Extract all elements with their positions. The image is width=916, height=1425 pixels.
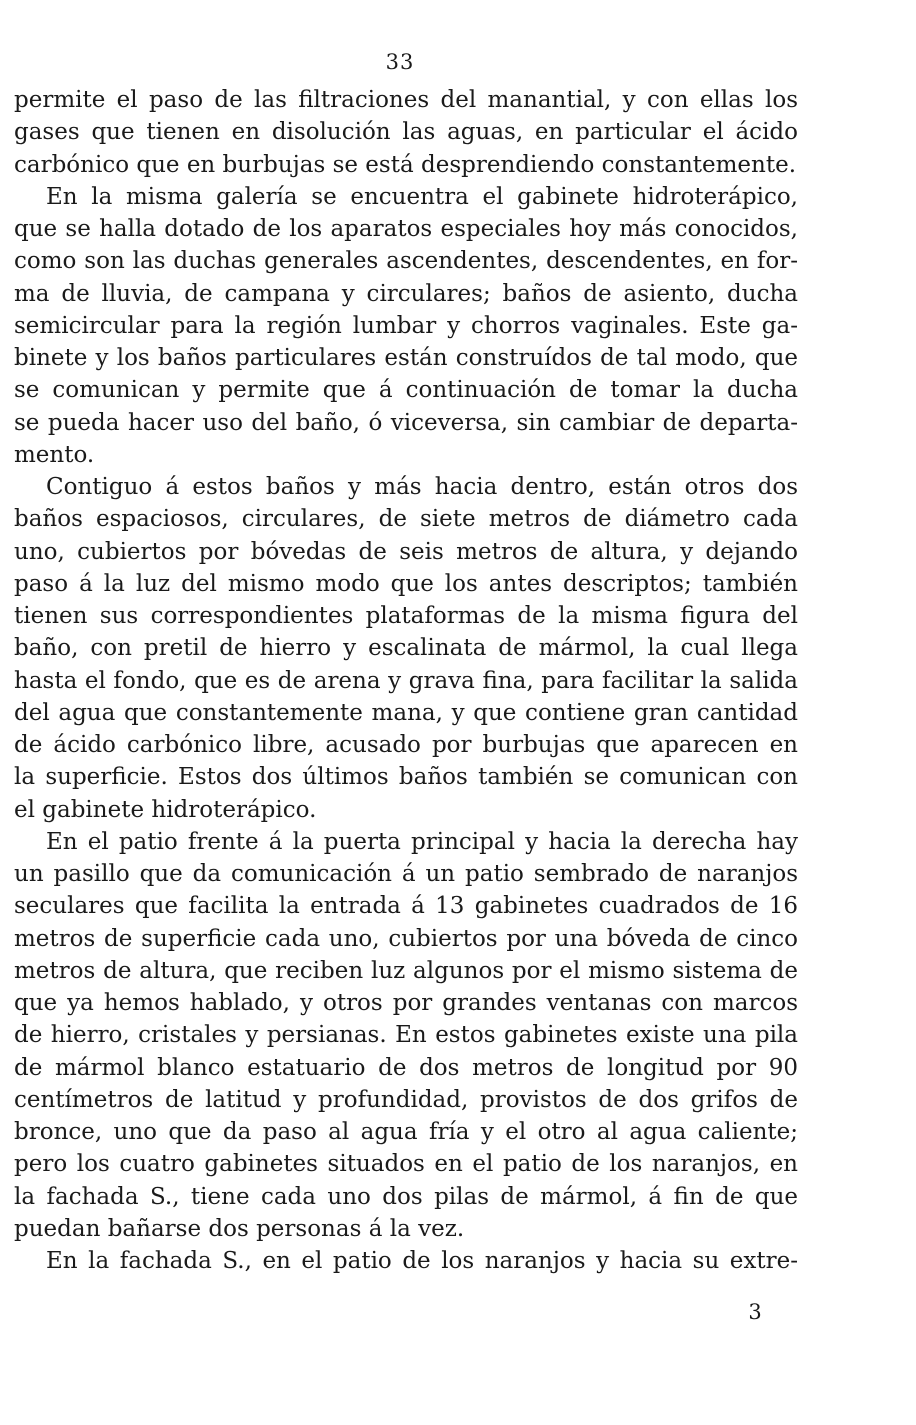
- text-line: del agua que constantemente mana, y que contiene gran cantidad: [14, 699, 798, 726]
- text-line: puedan bañarse dos personas á la vez.: [14, 1215, 465, 1242]
- text-line: que se halla dotado de los aparatos especiales hoy más conocidos,: [14, 216, 798, 242]
- text-line: En la fachada S., en el patio de los naranjos y hacia su extre-: [46, 1248, 798, 1274]
- text-line: baño, con pretil de hierro y escalinata de mármol, la cual llega: [14, 635, 798, 662]
- text-line: permite el paso de las filtraciones del manantial, y con ellas los: [14, 87, 798, 113]
- text-line: En la misma galería se encuentra el gabinete hidroterápico,: [46, 183, 798, 210]
- text-line: bronce, uno que da paso al agua fría y el otro al agua caliente;: [14, 1119, 798, 1145]
- text-line: hasta el fondo, que es de arena y grava fina, para facilitar la salida: [14, 667, 798, 694]
- text-line: paso á la luz del mismo modo que los antes descriptos; también: [14, 570, 798, 597]
- body-text: [14, 84, 798, 1277]
- text-line: uno, cubiertos por bóvedas de seis metros de altura, y dejando: [14, 538, 798, 565]
- text-line: de hierro, cristales y persianas. En estos gabinetes existe una pila: [14, 1022, 798, 1049]
- text-line: un pasillo que da comunicación á un patio sembrado de naranjos: [14, 861, 798, 887]
- text-line: la superficie. Estos dos últimos baños también se comunican con: [14, 764, 798, 791]
- page-number: 33: [385, 50, 415, 74]
- text-line: binete y los baños particulares están construídos de tal modo, que: [14, 345, 798, 371]
- text-line: de mármol blanco estatuario de dos metros de longitud por 90: [14, 1054, 798, 1081]
- text-line: gases que tienen en disolución las aguas, en particular el ácido: [14, 119, 798, 146]
- text-line: pero los cuatro gabinetes situados en el patio de los naranjos, en: [14, 1151, 798, 1178]
- text-line: tienen sus correspondientes plataformas de la misma figura del: [14, 603, 798, 629]
- text-line: centímetros de latitud y profundidad, provistos de dos grifos de: [14, 1086, 798, 1113]
- text-line: mento.: [14, 441, 95, 468]
- text-line: se pueda hacer uso del baño, ó viceversa, sin cambiar de departa-: [14, 409, 798, 436]
- text-line: metros de altura, que reciben luz algunos por el mismo sistema de: [14, 957, 798, 984]
- text-line: seculares que facilita la entrada á 13 gabinetes cuadrados de 16: [14, 893, 798, 920]
- text-line: el gabinete hidroterápico.: [14, 796, 317, 823]
- text-line: Contiguo á estos baños y más hacia dentro, están otros dos: [46, 474, 798, 500]
- text-line: de ácido carbónico libre, acusado por burbujas que aparecen en: [14, 732, 798, 758]
- text-line: que ya hemos hablado, y otros por grandes ventanas con marcos: [14, 990, 798, 1016]
- text-line: En el patio frente á la puerta principal y hacia la derecha hay: [46, 828, 798, 855]
- text-line: la fachada S., tiene cada uno dos pilas de mármol, á fin de que: [14, 1183, 798, 1210]
- text-line: metros de superficie cada uno, cubiertos por una bóveda de cinco: [14, 925, 798, 952]
- text-line: semicircular para la región lumbar y chorros vaginales. Este ga-: [14, 312, 798, 339]
- text-line: ma de lluvia, de campana y circulares; baños de asiento, ducha: [14, 280, 798, 307]
- signature-mark: 3: [748, 1300, 762, 1324]
- text-line: se comunican y permite que á continuación de tomar la ducha: [14, 377, 798, 404]
- text-line: como son las duchas generales ascendentes, descendentes, en for-: [14, 248, 798, 275]
- text-line: carbónico que en burbujas se está desprendiendo constantemente.: [14, 151, 797, 178]
- text-line: baños espaciosos, circulares, de siete metros de diámetro cada: [14, 506, 798, 533]
